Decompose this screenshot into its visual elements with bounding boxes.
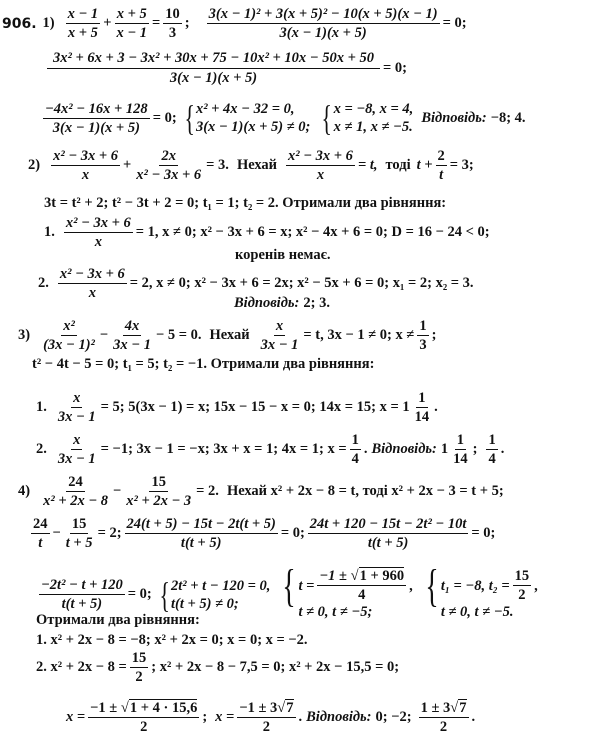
fraction: $\frac{\text{x² − 3x + 6}}{x}$ [65, 215, 131, 250]
fraction: $\frac{1 \pm 3√7}{2}$ [420, 700, 467, 735]
p3-line2: t² − 4t − 5 = 0; t₁ = 5; t₂ = −1. Отримали два рівняння: [32, 356, 375, 372]
fraction: $\frac{-1 \pm √1 + 4 \cdot 15,6}{2}$ [90, 700, 198, 735]
p1-line2: $\frac{\text{3x² + 6x + 3 − 3x² + 30x + 75 − 10x² + 10x − 50x + 50}}{3(x - 1)(x + 5)}$ = 0; [44, 50, 407, 86]
fraction: $\frac{\text{3(x − 1)² + 3(x + 5)² − 10(x + 5)(x − 1)}}{3(x - 1)(x + 5)}$ [208, 6, 438, 41]
p3-line1: 3) $\frac{\text{x²}}{\text{(3x − 1)²}}$ − $\frac{4x}{3x - 1}$ − 5 = 0. Нехай $\frac{x}{3x - 1}$ = t, 3x − 1 ≠ 0; x ≠ $\frac{1}{3}$ ; [18, 318, 437, 353]
fraction: $\frac{\text{x² − 3x + 6}}{x}$ [53, 148, 118, 183]
fraction: $\frac{\text{x²}}{\text{(3x − 1)²}}$ [43, 318, 95, 353]
fraction: $\frac{-1 \pm 3√7}{2}$ [239, 700, 294, 735]
fraction: $\frac{x + 5}{x - 1}$ [116, 6, 147, 41]
answer-label: Відповідь: [234, 295, 300, 311]
fraction: $\frac{1}{4}$ [488, 432, 496, 467]
p2-line2: 3t = t² + 2; t² − 3t + 2 = 0; t₁ = 1; t₂ = 2. Отримали два рівняння: [44, 195, 447, 211]
fraction: $\frac{x}{3x - 1}$ [57, 432, 96, 467]
fraction: $\frac{24}{t}$ [33, 516, 48, 551]
answer-label: Відповідь: [421, 109, 487, 126]
p4-case2: 2. x² + 2x − 8 = $\frac{15}{2}$ ; x² + 2x − 8 − 7,5 = 0; x² + 2x − 15,5 = 0; [36, 650, 400, 685]
fraction: $\frac{15}{2}$ [131, 650, 147, 685]
system-of-equations: { x = −8, x = 4, x ≠ 1, x ≠ −5. [321, 98, 414, 138]
part-label: 4) [18, 483, 31, 499]
fraction: $\frac{15}{t + 5}$ [65, 516, 93, 551]
answer-value: 2; 3. [303, 295, 330, 311]
p4-line2: $\frac{24}{t}$ − $\frac{15}{t + 5}$ = 2; $\frac{24(t + 5) - 15t - 2t(t + 5)}{t(t + 5)}$ = 0; $\frac{\text{24t + 120 − 15t − 2t² − 10t}}{t(t + 5)}$ = 0; [33, 516, 496, 551]
fraction: $\frac{15}{\text{x² + 2x − 3}}$ [126, 474, 192, 509]
fraction: $\frac{x}{3x - 1}$ [260, 318, 299, 353]
p2-case2: 2. $\frac{\text{x² − 3x + 6}}{x}$ = 2, x ≠ 0; x² − 3x + 6 = 2x; x² − 5x + 6 = 0; x₁ = 2; x₂ = 3. [38, 266, 474, 301]
part-label: 3) [18, 327, 31, 343]
fraction: $\frac{4x}{3x - 1}$ [113, 318, 151, 353]
fraction: $\frac{x - 1}{x + 5}$ [67, 6, 99, 41]
part-label: 2) [28, 157, 41, 173]
system-of-equations: { t₁ = −8, t₂ = $\frac{15}{2}$ , t ≠ 0, t ≠ −5. [425, 560, 538, 620]
fraction: $\frac{2}{t}$ [437, 148, 445, 183]
answer-value: −8; 4. [490, 109, 526, 126]
fraction: $\frac{\text{24t + 120 − 15t − 2t² − 10t}}{t(t + 5)}$ [309, 516, 467, 551]
p4-line1: 4) $\frac{24}{\text{x² + 2x − 8}}$ − $\frac{15}{\text{x² + 2x − 3}}$ = 2. Нехай x² + 2x − 8 = t, тоді x² + 2x − 3 = t + 5; [18, 474, 504, 509]
p4-two-eq: Отримали два рівняння: [36, 612, 200, 628]
answer-label: Відповідь: [306, 709, 372, 725]
answer-label: Відповідь: [371, 441, 437, 457]
p4-case1: 1. x² + 2x − 8 = −8; x² + 2x = 0; x = 0; x = −2. [36, 632, 308, 648]
system-of-equations: { 2t² + t − 120 = 0, t(t + 5) ≠ 0; [159, 574, 271, 615]
fraction: $\frac{10}{3}$ [165, 6, 180, 41]
fraction: $\frac{\text{x² − 3x + 6}}{x}$ [288, 148, 353, 183]
fraction: $\frac{\text{3x² + 6x + 3 − 3x² + 30x + 75 − 10x² + 10x − 50x + 50}}{3(x - 1)(x + 5)}$ [47, 50, 380, 86]
fraction: $\frac{1}{3}$ [419, 318, 427, 353]
fraction: $\frac{1}{4}$ [351, 432, 359, 467]
fraction: $\frac{24}{\text{x² + 2x − 8}}$ [43, 474, 108, 509]
p4-line3: $\frac{\text{−2t² − t + 120}}{t(t + 5)}$ = 0; { 2t² + t − 120 = 0, t(t + 5) ≠ 0; { t = $\frac{-1 \pm √1 + 960}{4}$ , t ≠ 0, t ≠ −5; { t₁ = −8, t₂ = $\frac{15}{2}$ , t ≠ 0, t ≠ −5. [41, 560, 538, 620]
part-label: 1) [42, 15, 55, 31]
p4-final: x = $\frac{-1 \pm √1 + 4 \cdot 15,6}{2}$ ; x = $\frac{-1 \pm 3√7}{2}$ . Відповідь: 0; −2; $\frac{1 \pm 3√7}{2}$ . [66, 700, 476, 735]
p2-case1: 1. $\frac{\text{x² − 3x + 6}}{x}$ = 1, x ≠ 0; x² − 3x + 6 = x; x² − 4x + 6 = 0; D = 16 − 24 < 0; [44, 215, 490, 250]
fraction: $\frac{1}{14}$ [453, 432, 468, 467]
p2-answer [230, 295, 330, 312]
fraction: $\frac{2x}{\text{x² − 3x + 6}}$ [136, 148, 202, 183]
p1-line3: $\frac{\text{−4x² − 16x + 128}}{3(x - 1)(x + 5)}$ = 0; { x² + 4x − 32 = 0, 3(x − 1)(x + 5) ≠ 0; { x = −8, x = 4, x ≠ 1, x ≠ −5. Відповідь: −8; 4. [45, 98, 526, 138]
p1-line1: 906. 1) $\frac{x - 1}{x + 5}$ + $\frac{x + 5}{x - 1}$ = $\frac{10}{3}$ ; $\frac{\text{3(x − 1)² + 3(x + 5)² − 10(x + 5)(x − 1)}}{3(x - 1)(x + 5)}$ = 0; [2, 6, 467, 41]
fraction: $\frac{24(t + 5) - 15t - 2t(t + 5)}{t(t + 5)}$ [126, 516, 276, 551]
p3-case2: 2. $\frac{x}{3x - 1}$ = −1; 3x − 1 = −x; 3x + x = 1; 4x = 1; x = $\frac{1}{4}$ . Відповідь: 1 $\frac{1}{14}$ ; $\frac{1}{4}$ . [36, 432, 505, 467]
system-of-equations: { x² + 4x − 32 = 0, 3(x − 1)(x + 5) ≠ 0; [184, 98, 311, 138]
fraction: $\frac{1}{14}$ [414, 390, 430, 425]
p2-line1: 2) $\frac{\text{x² − 3x + 6}}{x}$ + $\frac{2x}{\text{x² − 3x + 6}}$ = 3. Нехай $\frac{\text{x² − 3x + 6}}{x}$ = t, тоді t + $\frac{2}{t}$ = 3; [28, 148, 474, 183]
fraction: $\frac{x}{3x - 1}$ [57, 390, 96, 425]
system-of-equations: { t = $\frac{-1 \pm √1 + 960}{4}$ , t ≠ 0, t ≠ −5; [282, 560, 413, 620]
p3-case1: 1. $\frac{x}{3x - 1}$ = 5; 5(3x − 1) = x; 15x − 15 − x = 0; 14x = 15; x = 1 $\frac{1}{14}$ . [36, 390, 438, 425]
fraction: $\frac{\text{x² − 3x + 6}}{x}$ [59, 266, 125, 301]
fraction: $\frac{\text{−4x² − 16x + 128}}{3(x - 1)(x + 5)}$ [45, 100, 148, 136]
problem-number: 906. [2, 15, 37, 32]
p2-case1-note: коренів немає. [235, 247, 331, 263]
fraction: $\frac{\text{−2t² − t + 120}}{t(t + 5)}$ [41, 577, 123, 612]
